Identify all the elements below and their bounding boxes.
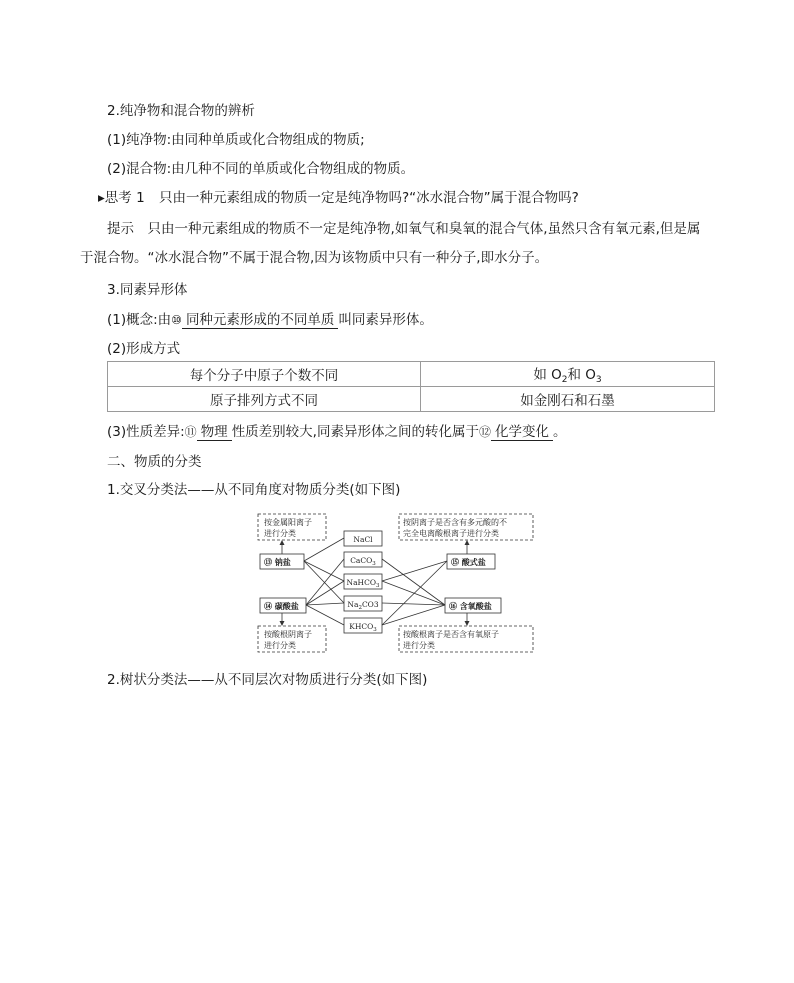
concept-answer-blank: 同种元素形成的不同单质 (182, 312, 339, 329)
hint-line-1: 提示 只由一种元素组成的物质不一定是纯净物,如氧气和臭氧的混合气体,虽然只含有氧元素,但是属 (107, 221, 701, 237)
tree-classification-heading: 2.树状分类法——从不同层次对物质进行分类(如下图) (107, 672, 428, 688)
label-acid-salt: ⑮ 酸式盐 (451, 558, 486, 567)
link (304, 561, 344, 581)
subscript: 2 (561, 375, 568, 385)
label-sodium-salt: ⑬ 钠盐 (264, 558, 291, 567)
table-cell: 每个分子中原子个数不同 (108, 362, 421, 387)
arrowhead-icon (465, 540, 470, 545)
arrowhead-icon (280, 621, 285, 626)
answer-blank-chemical: 化学变化 (491, 424, 553, 441)
link (304, 538, 344, 561)
formula-text: CaCO (350, 556, 373, 565)
link (306, 559, 344, 605)
link (306, 603, 344, 605)
property-difference (107, 423, 567, 441)
link (382, 559, 445, 605)
substance-caco3 (350, 556, 376, 567)
substance-nacl (353, 535, 373, 544)
substance-nahco3 (347, 578, 380, 589)
ozone-example-pre: 如 O (533, 367, 562, 383)
blank-number-12: ⑫ (478, 425, 491, 439)
cross-classification-heading: 1.交叉分类法——从不同角度对物质分类(如下图) (107, 482, 401, 498)
formula-subscript: 3 (373, 627, 377, 633)
table-row (108, 387, 715, 412)
arrowhead-icon (465, 621, 470, 626)
note-bottom-left-line2: 进行分类 (264, 641, 296, 650)
arrowhead-icon (280, 540, 285, 545)
subscript: 3 (595, 375, 602, 385)
allotrope-concept (107, 311, 433, 329)
concept-suffix: 叫同素异形体。 (338, 312, 433, 328)
formula-subscript: 2 (358, 605, 362, 611)
note-top-right-line1: 按阴离子是否含有多元酸的不 (403, 518, 507, 527)
hint-line-2: 于混合物。“冰水混合物”不属于混合物,因为该物质中只有一种分子,即水分子。 (80, 250, 549, 266)
formula-text: NaHCO (346, 578, 376, 587)
concept-prefix: (1)概念:由 (107, 312, 172, 328)
formula-text: NaCl (353, 535, 373, 544)
link (304, 561, 344, 603)
table-row (108, 362, 715, 387)
blank-number-10: ⑩ (171, 313, 182, 327)
note-top-left-line2: 进行分类 (264, 529, 296, 538)
diff-middle: 性质差别较大,同素异形体之间的转化属于 (231, 424, 479, 440)
table-cell: 原子排列方式不同 (108, 387, 421, 412)
section-2-heading: 2.纯净物和混合物的辨析 (107, 103, 255, 119)
part-2-heading: 二、物质的分类 (107, 454, 202, 470)
link (382, 581, 445, 605)
formula-subscript: 3 (372, 561, 376, 567)
link (382, 605, 445, 625)
answer-blank-physical: 物理 (197, 424, 232, 441)
formula-text: Na (347, 600, 359, 609)
pure-substance-definition: (1)纯净物:由同种单质或化合物组成的物质; (107, 132, 365, 148)
formation-table (107, 361, 715, 412)
note-bottom-right-line2: 进行分类 (403, 641, 435, 650)
think-question-1 (98, 189, 579, 207)
formula-subscript: 3 (375, 583, 380, 589)
blank-number-11: ⑪ (184, 425, 197, 439)
substance-na2co3 (347, 600, 378, 611)
note-bottom-right-line1: 按酸根离子是否含有氧原子 (403, 630, 499, 639)
label-carbonate: ⑭ 碳酸盐 (264, 602, 299, 611)
table-cell: 如金刚石和石墨 (421, 387, 715, 412)
table-cell (421, 362, 715, 387)
period: 。 (553, 424, 567, 440)
think-question-text: 只由一种元素组成的物质一定是纯净物吗?“冰水混合物”属于混合物吗? (158, 190, 579, 206)
link (306, 581, 344, 605)
mixture-definition: (2)混合物:由几种不同的单质或化合物组成的物质。 (107, 161, 415, 177)
think-marker: ▸思考 1 (98, 190, 145, 206)
note-top-left-line1: 按金属阳离子 (264, 518, 312, 527)
diff-prefix: (3)性质差异: (107, 424, 185, 440)
forms-heading: (2)形成方式 (107, 341, 181, 357)
note-top-right-line2: 完全电离酸根离子进行分类 (403, 529, 499, 538)
link (382, 603, 445, 605)
label-oxyacid-salt: ⑯ 含氧酸盐 (449, 602, 492, 611)
cross-classification-diagram (255, 508, 537, 660)
substance-khco3 (349, 622, 377, 633)
section-3-heading: 3.同素异形体 (107, 282, 188, 298)
ozone-example-mid: 和 O (567, 367, 596, 383)
formula-text: KHCO (349, 622, 374, 631)
formula-text: CO3 (361, 600, 379, 609)
link (306, 605, 344, 625)
note-bottom-left-line1: 按酸根阴离子 (264, 630, 312, 639)
